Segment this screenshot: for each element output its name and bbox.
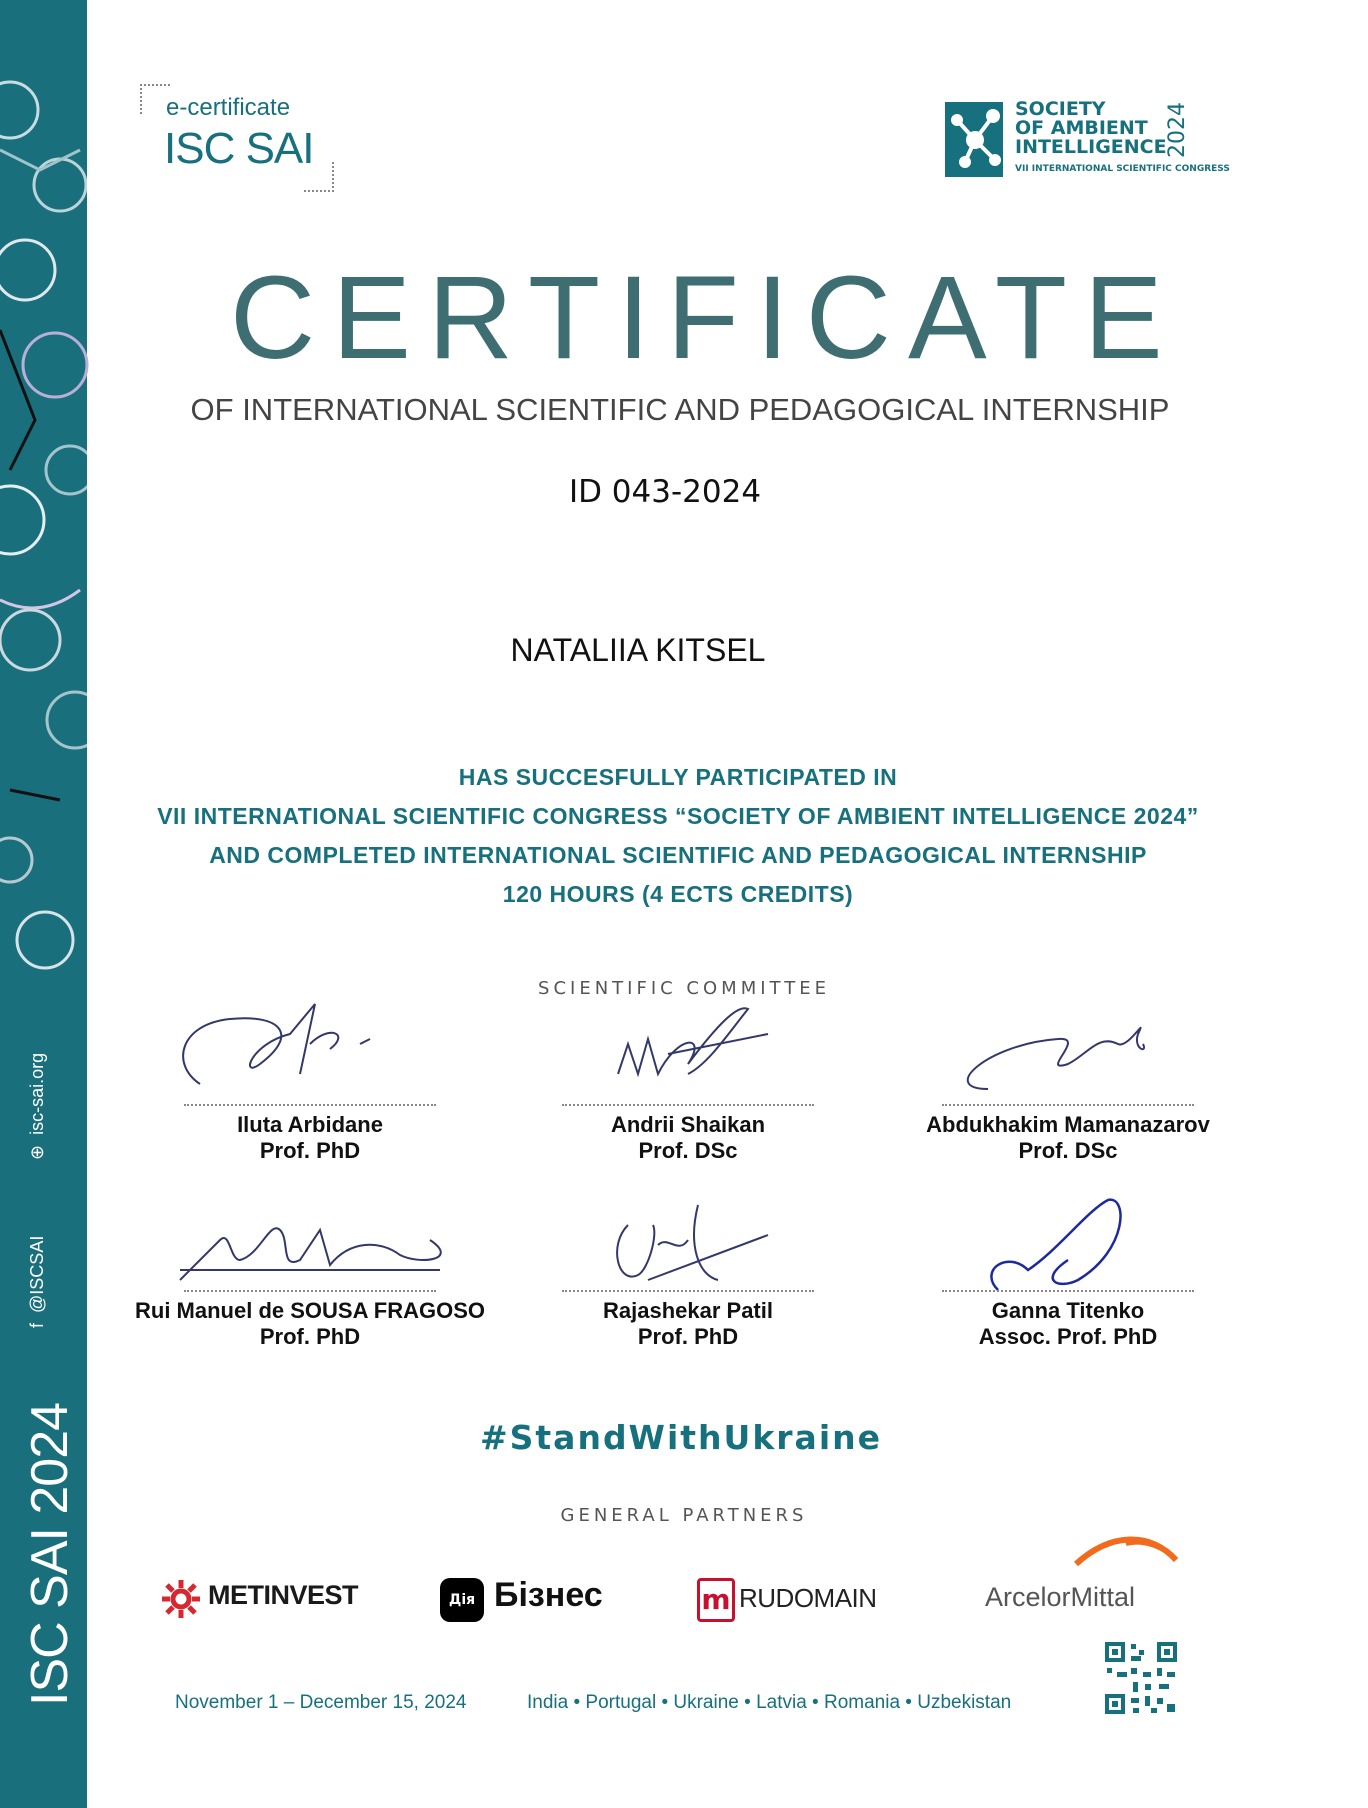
description-line: AND COMPLETED INTERNATIONAL SCIENTIFIC AND PEDAGOGICAL INTERNSHIP [209,842,1147,868]
globe-icon: ⊕ [27,1144,47,1160]
partner-label: METINVEST [208,1580,359,1610]
recipient-name: NATALIIA KITSEL [510,632,766,668]
metinvest-icon [160,1578,202,1620]
description-line: VII INTERNATIONAL SCIENTIFIC CONGRESS “SOCIETY OF AMBIENT INTELLIGENCE 2024” [157,803,1199,829]
partner-label: Бізнес [494,1576,603,1614]
facebook-icon: f [27,1322,47,1328]
society-name-2: OF AMBIENT [1015,117,1148,139]
member-name: Abdukhakim Mamanazarov [926,1112,1210,1137]
society-name-1: SOCIETY [1015,98,1106,120]
event-countries: India • Portugal • Ukraine • Latvia • Romania • Uzbekistan [527,1692,1012,1713]
signature-image [918,994,1218,1104]
signature-image [918,1190,1218,1300]
member-name: Rui Manuel de SOUSA FRAGOSO [135,1298,485,1323]
certificate-id: ID 043-2024 [568,474,762,510]
certificate-subtitle: OF INTERNATIONAL SCIENTIFIC AND PEDAGOGICAL INTERNSHIP [190,392,1170,427]
diia-icon: Дія [440,1578,484,1622]
network-icon [945,102,1005,177]
signature-image [160,994,460,1104]
hashtag: #StandWithUkraine [479,1418,883,1457]
society-name-3: INTELLIGENCE [1015,136,1167,158]
certificate-title: CERTIFICATE [230,252,1180,384]
member-title: Prof. PhD [637,1324,739,1349]
member-name: Andrii Shaikan [610,1112,766,1137]
member-name: Ganna Titenko [991,1298,1145,1323]
partner-rudomain [697,1568,927,1628]
partner-arcelormittal [985,1530,1185,1630]
member-name: Rajashekar Patil [603,1298,773,1323]
qr-code-icon [1105,1642,1177,1714]
social-label [27,1236,48,1328]
partner-metinvest [160,1568,380,1628]
rudomain-icon: m [697,1578,735,1622]
social-text: @ISCSAI [27,1235,47,1313]
website-label [27,1053,48,1160]
signature-image [160,1200,460,1310]
society-year: 2024 [1165,102,1190,158]
member-title: Prof. DSc [1018,1138,1118,1163]
sidebar-brand: ISC SAI 2024 [21,1402,79,1706]
ecert-logo [140,80,340,200]
description-line: 120 HOURS (4 ECTS CREDITS) [502,881,854,907]
certificate-description [120,758,1236,914]
ecert-label: e-certificate [166,94,291,121]
member-name: Iluta Arbidane [237,1112,383,1137]
member-title: Assoc. Prof. PhD [978,1324,1158,1349]
description-line: HAS SUCCESFULLY PARTICIPATED IN [458,764,898,790]
member-title: Prof. PhD [259,1138,361,1163]
partner-label: ArcelorMittal [985,1582,1136,1612]
signature-image [538,994,838,1104]
signature-image [538,1185,838,1295]
arcelormittal-icon [1071,1530,1181,1570]
partner-diia-business [440,1568,640,1628]
society-logo [945,98,1230,185]
website-text: isc-sai.org [27,1052,47,1135]
ecert-brand: ISC SAI [164,124,314,173]
sidebar [0,0,87,1808]
member-title: Prof. PhD [259,1324,361,1349]
committee-heading: SCIENTIFIC COMMITTEE [538,978,830,999]
partners-heading: GENERAL PARTNERS [560,1505,808,1526]
society-sub: VII INTERNATIONAL SCIENTIFIC CONGRESS [1015,164,1230,174]
event-dates: November 1 – December 15, 2024 [175,1692,467,1713]
member-title: Prof. DSc [638,1138,738,1163]
partner-label: RUDOMAIN [739,1583,877,1613]
